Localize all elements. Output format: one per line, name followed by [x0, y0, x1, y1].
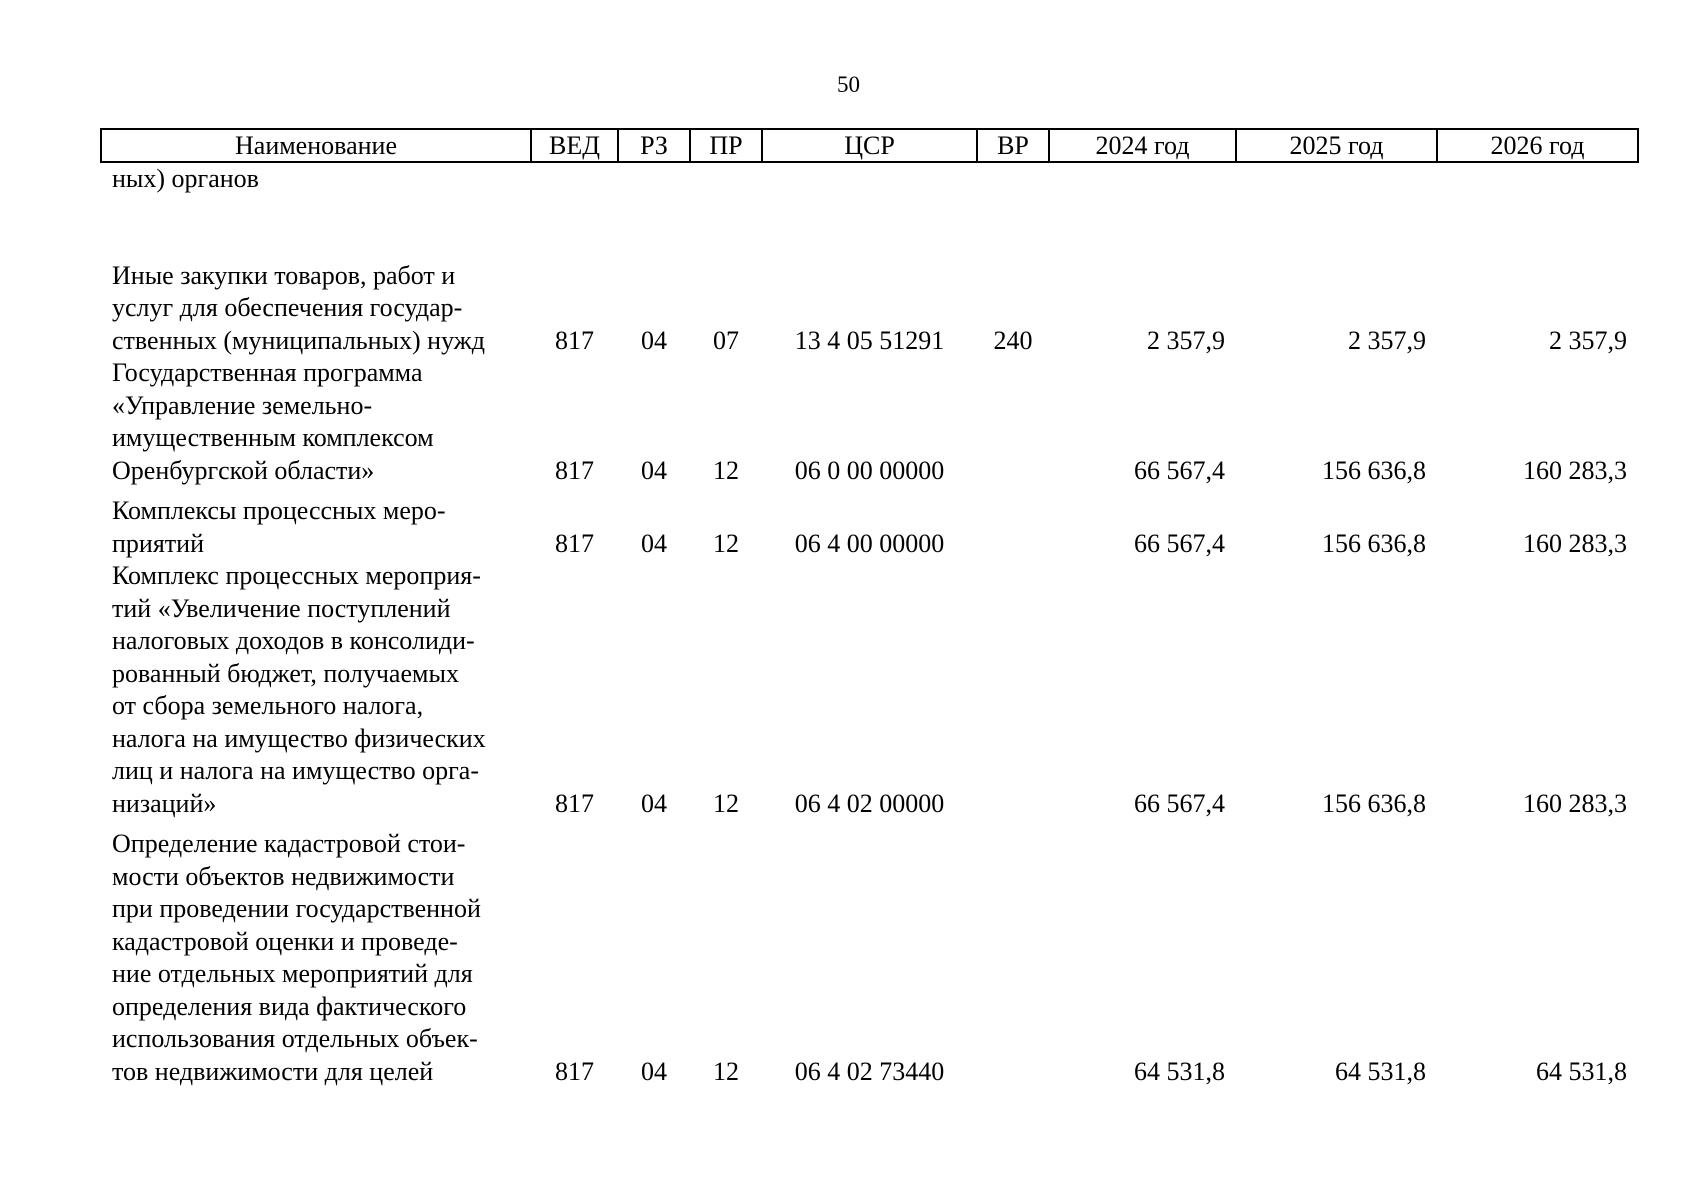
- table-row: [101, 162, 1638, 196]
- row-csr: 06 4 02 00000: [794, 788, 945, 818]
- row-pr: [690, 162, 762, 196]
- row-name: [101, 560, 531, 820]
- row-vr: [977, 162, 1049, 196]
- row-pr: 12: [713, 455, 739, 485]
- row-name-line: Комплекс процессных мероприя-: [112, 561, 481, 590]
- row-ved: 817: [555, 1056, 594, 1086]
- row-ved: 817: [555, 528, 594, 558]
- row-name-line: кадастровой оценки и проведе-: [112, 926, 458, 956]
- row-2024: 66 567,4: [1134, 455, 1225, 485]
- row-name-line: от сбора земельного налога,: [112, 691, 424, 720]
- row-name-line: Государственная программа: [112, 358, 423, 387]
- row-name-line: тов недвижимости для целей: [112, 1056, 434, 1086]
- row-ved: [531, 162, 618, 196]
- row-rz: 04: [641, 788, 667, 818]
- table-header-row: [101, 129, 1638, 162]
- row-vr: [977, 357, 1049, 487]
- row-2025: [1236, 162, 1437, 196]
- table-row: [101, 260, 1638, 358]
- row-2026: 160 283,3: [1523, 528, 1627, 558]
- row-2025: 156 636,8: [1322, 528, 1426, 558]
- row-rz: 04: [641, 528, 667, 558]
- row-name-line: услуг для обеспечения государ-: [112, 293, 463, 322]
- header-2024: 2024 год: [1049, 129, 1236, 162]
- header-rz: РЗ: [618, 129, 690, 162]
- row-gap: [101, 487, 1638, 495]
- row-vr: 240: [993, 325, 1033, 355]
- row-name-line: «Управление земельно-: [112, 390, 373, 420]
- row-name-line: мости объектов недвижимости: [112, 861, 455, 891]
- row-2024: 2 357,9: [1147, 325, 1225, 355]
- row-ved: 817: [555, 788, 594, 818]
- row-name-line: использования отдельных объек-: [112, 1024, 478, 1053]
- row-2026: 160 283,3: [1523, 455, 1627, 485]
- row-name-line: тий «Увеличение поступлений: [112, 593, 451, 623]
- row-pr: 12: [713, 1056, 739, 1086]
- page-number: 50: [837, 72, 860, 97]
- row-ved: 817: [555, 325, 594, 355]
- row-name-line: ственных (муниципальных) нужд: [112, 325, 485, 355]
- row-gap: [101, 820, 1638, 828]
- row-name: [101, 357, 531, 487]
- row-name-line: при проведении государственной: [112, 894, 481, 923]
- row-2026: 2 357,9: [1549, 325, 1627, 355]
- row-name: [101, 260, 531, 358]
- header-pr: ПР: [690, 129, 762, 162]
- header-2026: 2026 год: [1437, 129, 1638, 162]
- header-csr: ЦСР: [762, 129, 977, 162]
- row-2026: [1437, 162, 1638, 196]
- row-vr: [977, 495, 1049, 560]
- row-2024: 64 531,8: [1134, 1056, 1225, 1086]
- row-vr: [977, 828, 1049, 1088]
- row-name-line: налоговых доходов в консолиди-: [112, 626, 475, 655]
- header-2025: 2025 год: [1236, 129, 1437, 162]
- row-name-line: налога на имущество физических: [112, 723, 486, 753]
- header-ved: ВЕД: [531, 129, 618, 162]
- row-name: [101, 162, 531, 196]
- header-name: Наименование: [101, 129, 531, 162]
- row-csr: [762, 162, 977, 196]
- row-rz: 04: [641, 325, 667, 355]
- row-name: [101, 495, 531, 560]
- row-pr: 12: [713, 788, 739, 818]
- row-name-line: определения вида фактического: [112, 991, 467, 1021]
- header-vr: ВР: [977, 129, 1049, 162]
- row-name-line: имущественным комплексом: [112, 423, 434, 452]
- budget-table: [100, 128, 1639, 1088]
- row-2024: 66 567,4: [1134, 788, 1225, 818]
- row-csr: 13 4 05 51291: [794, 325, 945, 355]
- row-2025: 156 636,8: [1322, 455, 1426, 485]
- row-spacer: [101, 196, 1638, 260]
- row-name-line: ных) органов: [112, 164, 259, 193]
- table-row: [101, 357, 1638, 487]
- row-name-line: Комплексы процессных меро-: [112, 496, 446, 525]
- row-pr: 07: [713, 325, 739, 355]
- row-name-line: лиц и налога на имущество орга-: [112, 756, 479, 785]
- row-2026: 64 531,8: [1536, 1056, 1627, 1086]
- row-2024: [1049, 162, 1236, 196]
- row-csr: 06 0 00 00000: [794, 455, 945, 485]
- row-csr: 06 4 00 00000: [794, 528, 945, 558]
- table-row: [101, 560, 1638, 820]
- row-rz: 04: [641, 455, 667, 485]
- table-body: [101, 162, 1638, 1088]
- row-rz: 04: [641, 1056, 667, 1086]
- row-name-line: приятий: [112, 528, 204, 558]
- table-row: [101, 495, 1638, 560]
- row-pr: 12: [713, 528, 739, 558]
- row-rz: [618, 162, 690, 196]
- row-name-line: Оренбургской области»: [112, 455, 375, 485]
- row-csr: 06 4 02 73440: [794, 1056, 945, 1086]
- row-2025: 2 357,9: [1348, 325, 1426, 355]
- row-name-line: рованный бюджет, получаемых: [112, 658, 459, 688]
- row-2025: 64 531,8: [1335, 1056, 1426, 1086]
- row-ved: 817: [555, 455, 594, 485]
- row-name-line: Определение кадастровой стои-: [112, 829, 466, 858]
- row-name: [101, 828, 531, 1088]
- row-name-line: Иные закупки товаров, работ и: [112, 260, 456, 290]
- row-2025: 156 636,8: [1322, 788, 1426, 818]
- row-2026: 160 283,3: [1523, 788, 1627, 818]
- table-row: [101, 828, 1638, 1088]
- table-header: [101, 129, 1638, 162]
- row-name-line: низаций»: [112, 788, 217, 818]
- row-vr: [977, 560, 1049, 820]
- row-name-line: ние отдельных мероприятий для: [112, 959, 473, 988]
- row-2024: 66 567,4: [1134, 528, 1225, 558]
